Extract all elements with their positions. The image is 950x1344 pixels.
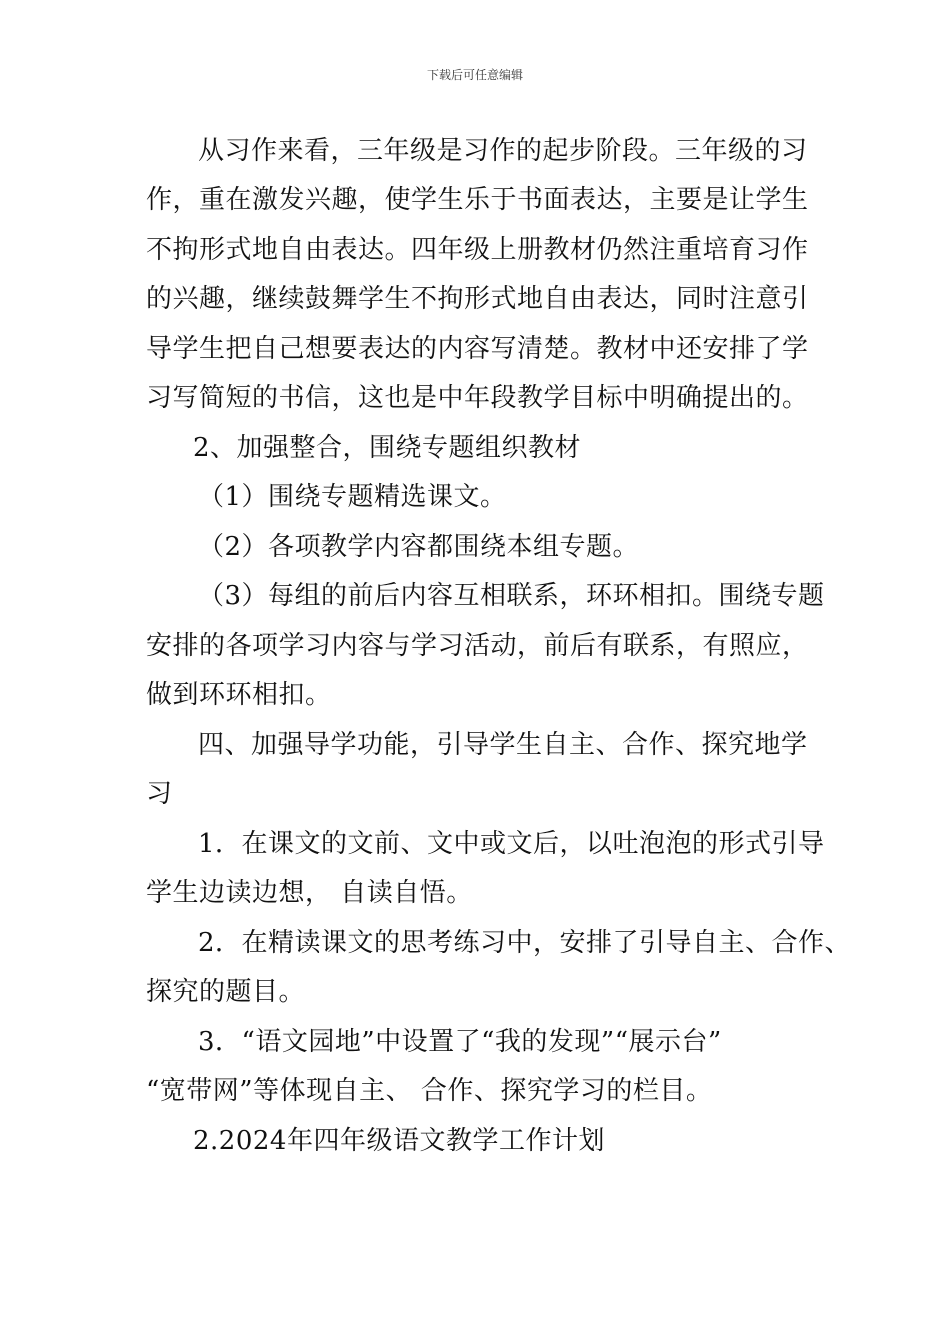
paragraph-line: 安排的各项学习内容与学习活动，前后有联系，有照应， — [146, 631, 809, 661]
paragraph-line: 的兴趣，继续鼓舞学生不拘形式地自由表达，同时注意引 — [146, 284, 809, 314]
paragraph-line: 探究的题目。 — [146, 977, 306, 1007]
list-item: （2）各项教学内容都围绕本组专题。 — [198, 532, 640, 562]
list-item: 2．在精读课文的思考练习中，安排了引导自主、合作、 — [198, 928, 852, 958]
paragraph-line: 习写简短的书信，这也是中年段教学目标中明确提出的。 — [146, 383, 809, 413]
list-item: 3．“语文园地”中设置了“我的发现”“展示台” — [198, 1027, 722, 1057]
section-heading: 2.2024年四年级语文教学工作计划 — [193, 1126, 605, 1156]
paragraph-line: 不拘形式地自由表达。四年级上册教材仍然注重培育习作 — [146, 235, 809, 265]
section-heading: 2、加强整合，围绕专题组织教材 — [193, 433, 582, 463]
list-item: （3）每组的前后内容互相联系，环环相扣。围绕专题 — [198, 581, 825, 611]
paragraph-line: 做到环环相扣。 — [146, 680, 332, 710]
paragraph-line: 作，重在激发兴趣，使学生乐于书面表达，主要是让学生 — [146, 185, 809, 215]
list-item: （1）围绕专题精选课文。 — [198, 482, 507, 512]
paragraph-line: 学生边读边想， 自读自悟。 — [146, 878, 473, 908]
section-heading: 四、加强导学功能，引导学生自主、合作、探究地学 — [198, 730, 808, 760]
page-header-note: 下载后可任意编辑 — [426, 68, 523, 82]
paragraph-line: “宽带网”等体现自主、 合作、探究学习的栏目。 — [146, 1076, 713, 1106]
paragraph-line: 从习作来看，三年级是习作的起步阶段。三年级的习 — [198, 136, 808, 166]
section-heading: 习 — [146, 779, 173, 809]
list-item: 1．在课文的文前、文中或文后，以吐泡泡的形式引导 — [198, 829, 825, 859]
paragraph-line: 导学生把自己想要表达的内容写清楚。教材中还安排了学 — [146, 334, 809, 364]
